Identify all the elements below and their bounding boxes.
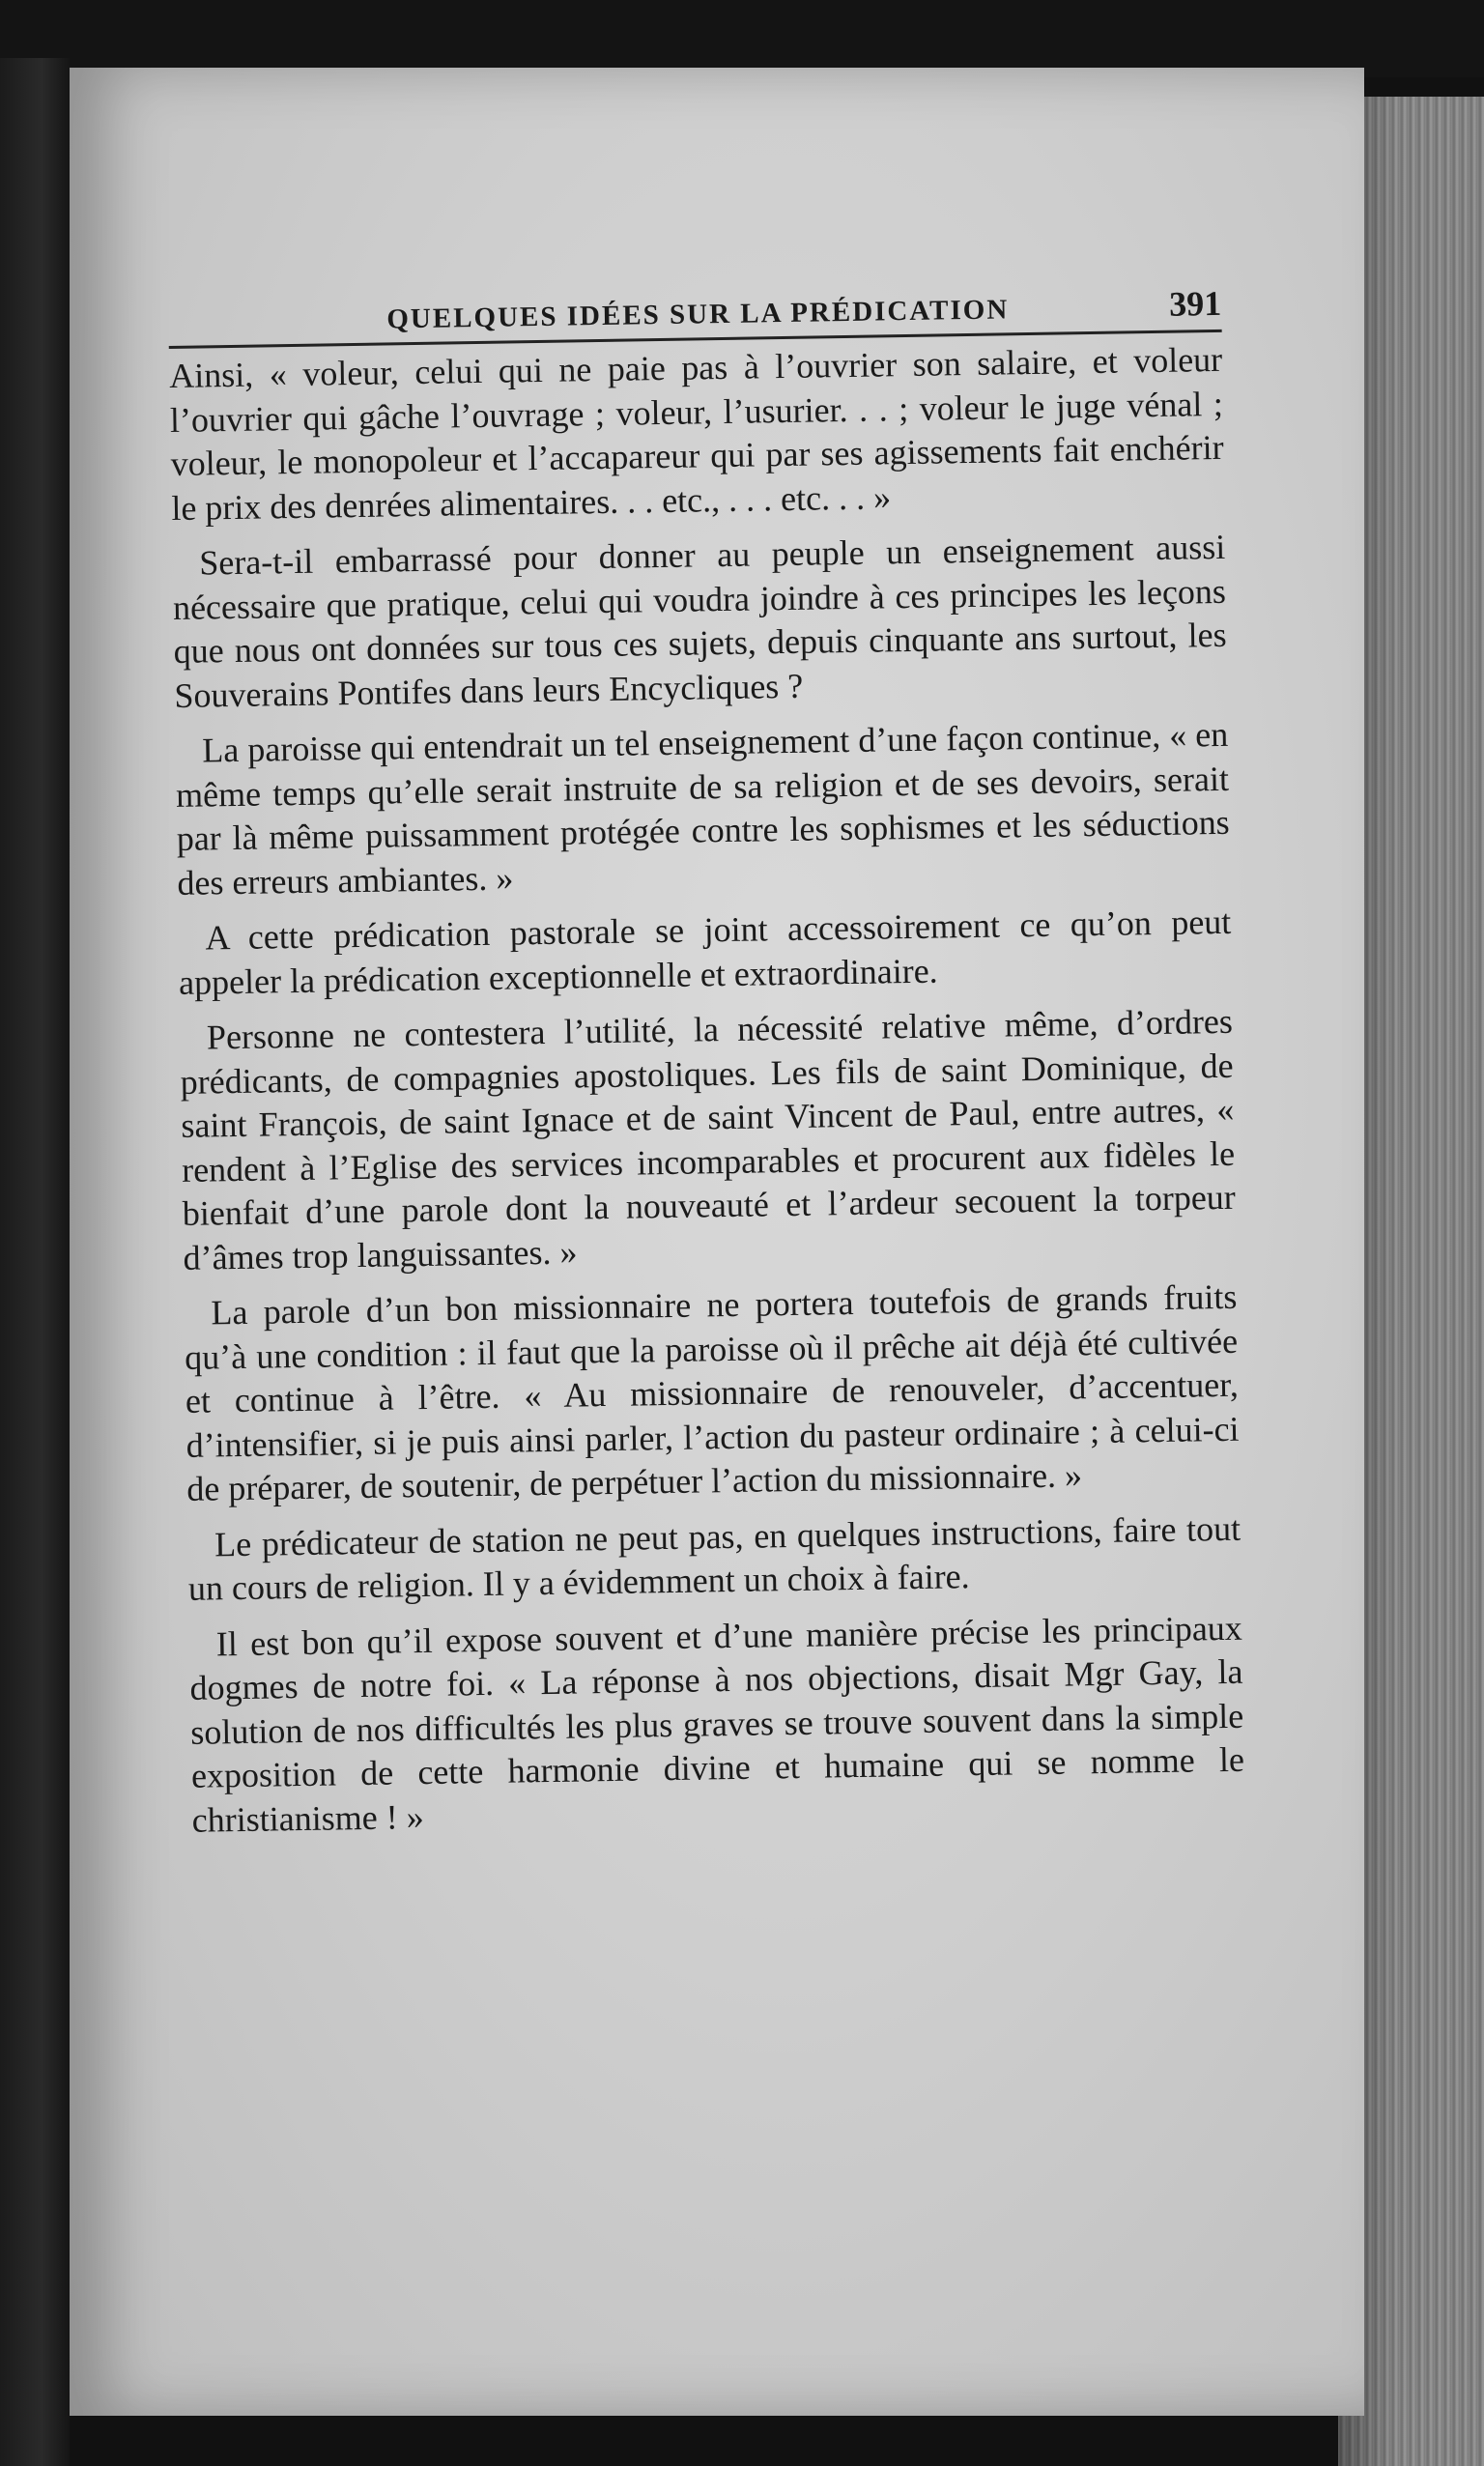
paragraph-1: Ainsi, « voleur, celui qui ne paie pas à l’ouvrier son salaire, et voleur l’ouvrier qui gâche l’ouvrage ; voleur, l’usurier. . . ; voleur le juge vénal ; voleur, le monopoleur et l’accapareur qui par ses agissements fait enchérir le prix des denrées alimentaires. . . etc., . . . etc. . . » <box>168 339 1224 528</box>
book-gutter <box>0 58 70 2466</box>
running-header <box>168 283 1222 349</box>
paragraph-7: Le prédicateur de station ne peut pas, en quelques instructions, faire tout un cours de religion. Il y a évidemment un choix à faire. <box>187 1508 1241 1608</box>
book-page <box>70 68 1364 2416</box>
paragraph-4: A cette prédication pastorale se joint accessoirement ce qu’on peut appeler la prédication exceptionnelle et extraordinaire. <box>178 902 1232 1002</box>
body-text <box>169 338 1245 1843</box>
page-content <box>168 283 1245 1843</box>
scan-background-top <box>0 0 1484 77</box>
paragraph-6: La parole d’un bon missionnaire ne portera toutefois de grands fruits qu’à une condition : il faut que la paroisse où il prêche ait déjà été cultivée et continue à l’être. « Au missionnaire de renouveler, d’accentuer, d’intensifier, si je puis ainsi parler, l’action du pasteur ordinaire ; à celui-ci de préparer, de soutenir, de perpétuer l’action du missionnaire. » <box>184 1276 1240 1508</box>
page-number: 391 <box>1168 283 1222 324</box>
running-title: QUELQUES IDÉES SUR LA PRÉDICATION <box>386 294 1010 335</box>
paragraph-5: Personne ne contestera l’utilité, la nécessité relative même, d’ordres prédicants, de compagnies apostoliques. Les fils de saint Dominique, de saint François, de saint Ignace et de saint Vincent de Paul, entre autres, « rendent à l’Eglise des services incomparables et procurent aux fidèles le bienfait d’une parole dont la nouveauté et l’ardeur secouent la torpeur d’âmes trop languissantes. » <box>180 1001 1237 1277</box>
paragraph-3: La paroisse qui entendrait un tel enseignement d’une façon continue, « en même temps qu’elle serait instruite de sa religion et de ses devoirs, serait par là même puissamment protégée contre les sophismes et les séductions des erreurs ambiantes. » <box>175 714 1230 903</box>
paragraph-2: Sera-t-il embarrassé pour donner au peuple un enseignement aussi nécessaire que pratique, celui qui voudra joindre à ces principes les leçons que nous ont données sur tous ces sujets, depuis cinquante ans surtout, les Souverains Pontifes dans leurs Encycliques ? <box>172 527 1227 715</box>
paragraph-8: Il est bon qu’il expose souvent et d’une manière précise les principaux dogmes de notre foi. « La réponse à nos objections, disait Mgr Gay, la solution de nos difficultés les plus graves se trouve souvent dans la simple exposition de cette harmonie divine et humaine qui se nomme le christianisme ! » <box>189 1608 1245 1840</box>
